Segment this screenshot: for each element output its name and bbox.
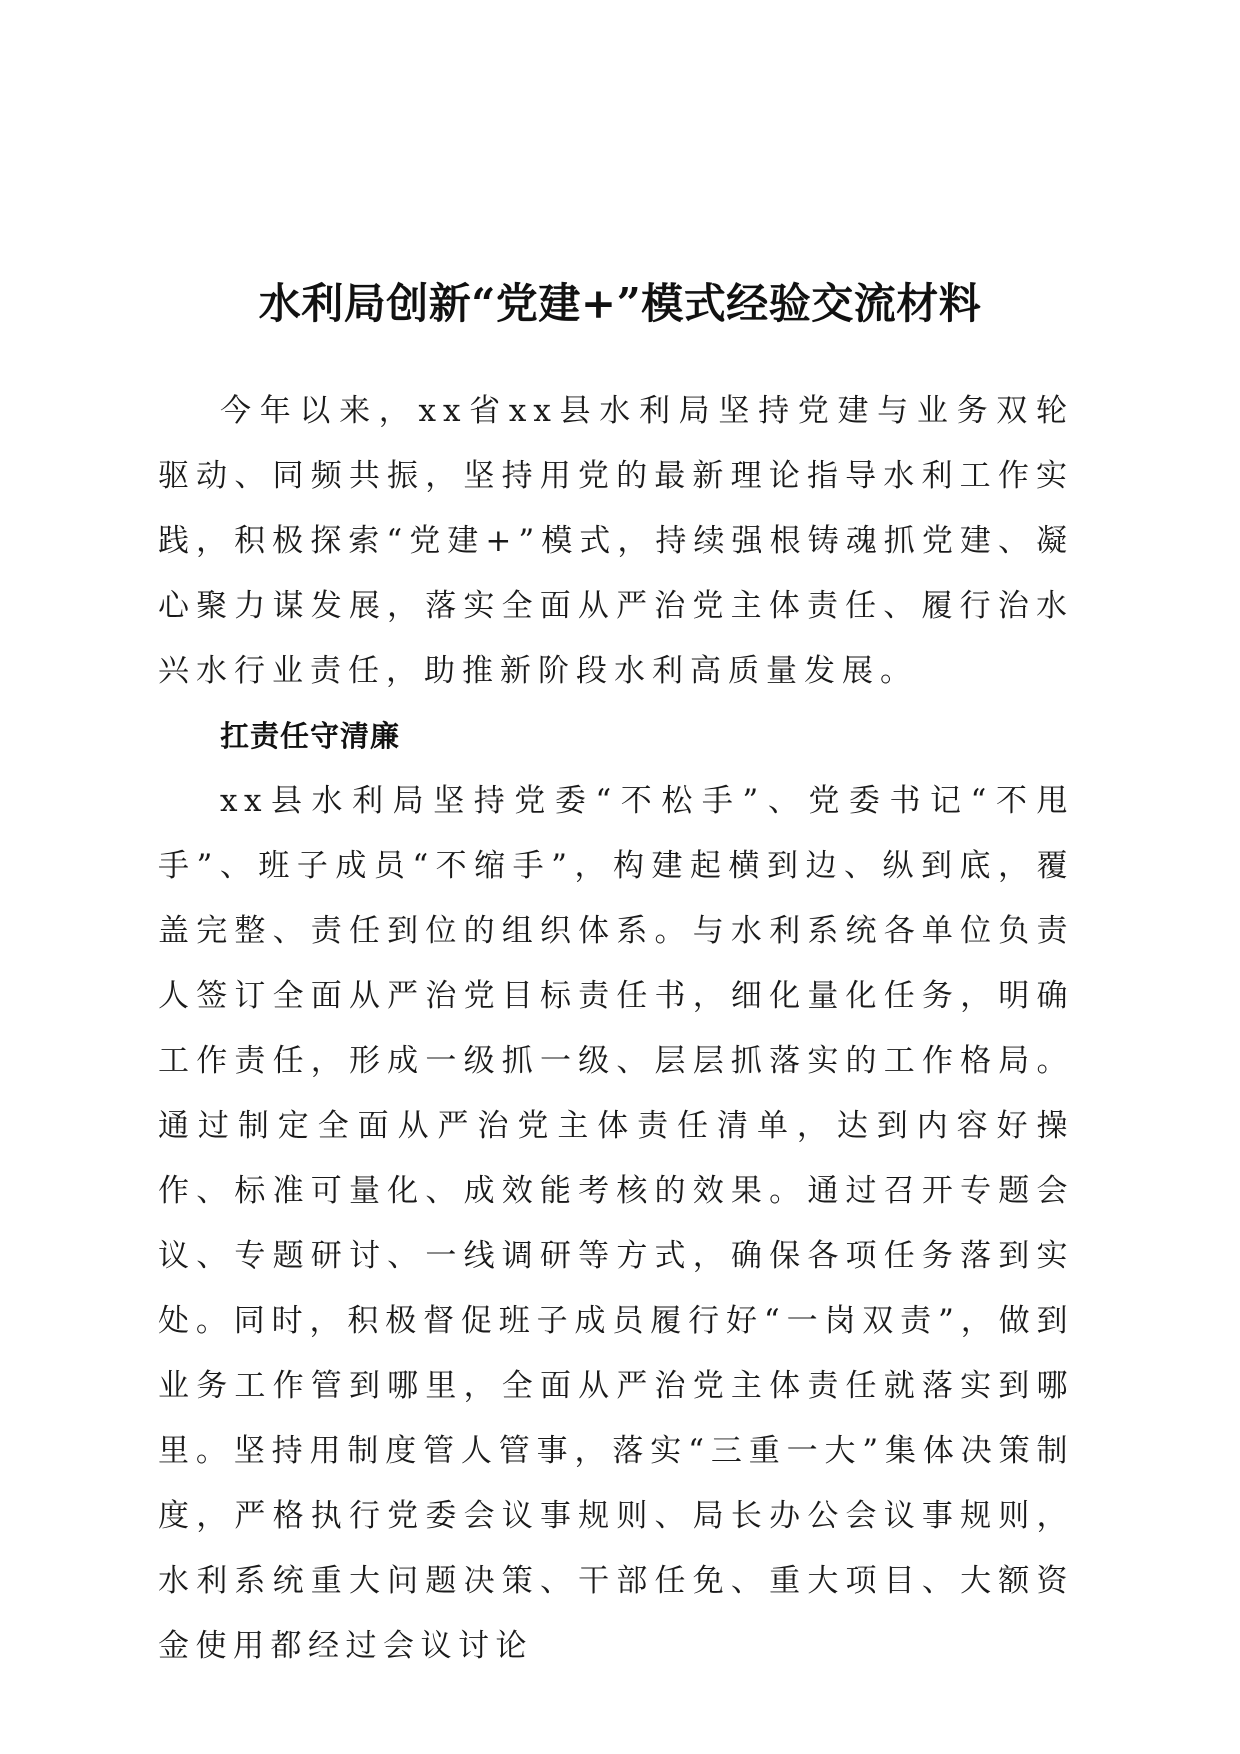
section-paragraph: xx县水利局坚持党委“不松手”、党委书记“不甩手”、班子成员“不缩手”，构建起横到边、纵到底，覆盖完整、责任到位的组织体系。与水利系统各单位负责人签订全面从严治党目标责任书，细化量化任务，明确工作责任，形成一级抓一级、层层抓落实的工作格局。通过制定全面从严治党主体责任清单，达到内容好操作、标准可量化、成效能考核的效果。通过召开专题会议、专题研讨、一线调研等方式，确保各项任务落到实处。同时，积极督促班子成员履行好“一岗双责”，做到业务工作管到哪里，全面从严治党主体责任就落实到哪里。坚持用制度管人管事，落实“三重一大”集体决策制度，严格执行党委会议事规则、局长办公会议事规则，水利系统重大问题决策、干部任免、重大项目、大额资金使用都经过会议讨论 — [158, 783, 1074, 1664]
document-title: 水利局创新“党建+”模式经验交流材料 — [258, 279, 982, 329]
section-heading: 扛责任守清廉 — [220, 719, 401, 753]
document-body — [158, 379, 1074, 1679]
intro-paragraph: 今年以来，xx省xx县水利局坚持党建与业务双轮驱动、同频共振，坚持用党的最新理论指导水利工作实践，积极探索“党建+”模式，持续强根铸魂抓党建、凝心聚力谋发展，落实全面从严治党主体责任、履行治水兴水行业责任，助推新阶段水利高质量发展。 — [158, 393, 1074, 689]
